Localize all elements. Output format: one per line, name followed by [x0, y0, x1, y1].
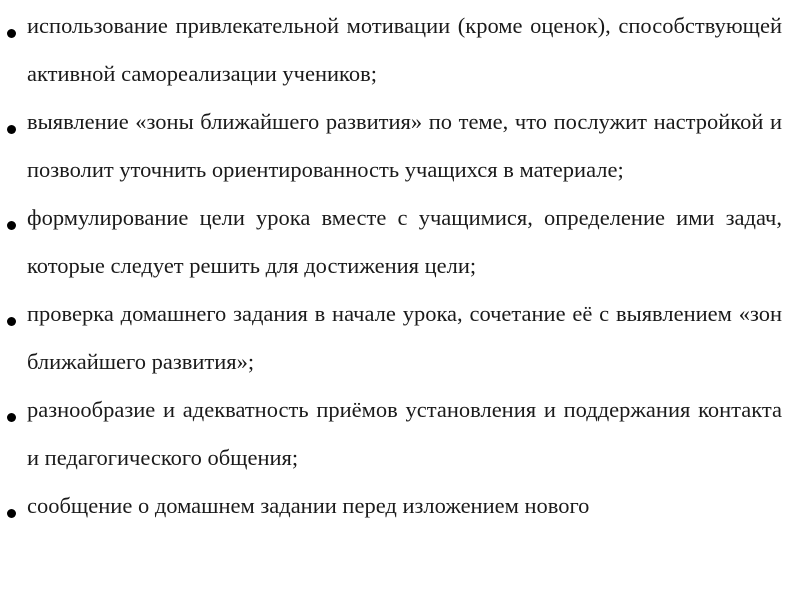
list-item [27, 98, 782, 194]
bullet-icon [7, 221, 16, 230]
list-item [27, 290, 782, 386]
list-item-text: выявление «зоны ближайшего развития» по теме, что послужит настройкой и позволит уточнить ориентированность учащихся в материале; [27, 109, 782, 182]
bullet-icon [7, 509, 16, 518]
list-item-text: проверка домашнего задания в начале урока, сочетание её с выявлением «зон ближайшего развития»; [27, 301, 782, 374]
bullet-icon [7, 29, 16, 38]
list-item [27, 386, 782, 482]
list-item-text: сообщение о домашнем задании перед изложением нового [27, 493, 590, 518]
list-item [27, 2, 782, 98]
list-item-text: разнообразие и адекватность приёмов установления и поддержания контакта и педагогического общения; [27, 397, 782, 470]
bullet-icon [7, 125, 16, 134]
list-item-text: использование привлекательной мотивации (кроме оценок), способствующей активной самореализации учеников; [27, 13, 782, 86]
bullet-icon [7, 413, 16, 422]
list-item [27, 194, 782, 290]
list-item-text: формулирование цели урока вместе с учащимися, определение ими задач, которые следует решить для достижения цели; [27, 205, 782, 278]
bullet-list [27, 2, 782, 530]
bullet-icon [7, 317, 16, 326]
list-item [27, 482, 782, 530]
